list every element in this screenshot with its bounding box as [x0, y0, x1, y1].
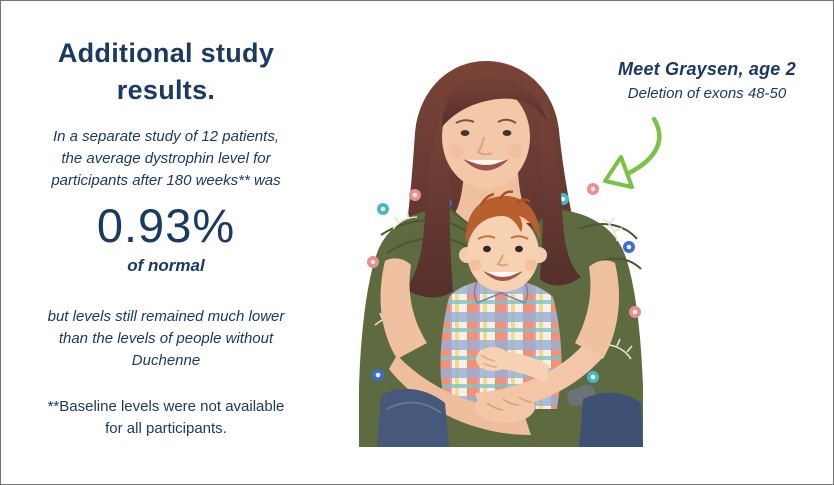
page-title-line: results.: [116, 75, 216, 105]
patient-caption: [591, 59, 823, 102]
comparison-line: but levels still remained much lower: [47, 308, 285, 325]
comparison-text: [19, 306, 313, 372]
hand-drawn-arrow-icon: [603, 113, 665, 197]
dystrophin-stat-value: 0.93%: [96, 199, 236, 252]
footnote-line: **Baseline levels were not available: [47, 398, 285, 415]
study-intro-line: the average dystrophin level for: [61, 150, 271, 167]
patient-mutation: Deletion of exons 48-50: [627, 85, 787, 102]
footnote-text: [19, 396, 313, 440]
patient-name: Meet Graysen, age 2: [618, 59, 796, 79]
study-intro-line: In a separate study of 12 patients,: [53, 128, 279, 145]
comparison-line: Duchenne: [131, 352, 201, 369]
comparison-line: than the levels of people without: [58, 330, 274, 347]
study-intro-line: participants after 180 weeks** was: [51, 172, 281, 189]
study-results-panel: [19, 35, 313, 440]
page-title: [19, 35, 313, 109]
study-intro-text: [19, 126, 313, 192]
footnote-line: for all participants.: [105, 420, 227, 437]
dystrophin-stat-label: of normal: [127, 256, 205, 275]
page-title-line: Additional study: [57, 38, 275, 68]
